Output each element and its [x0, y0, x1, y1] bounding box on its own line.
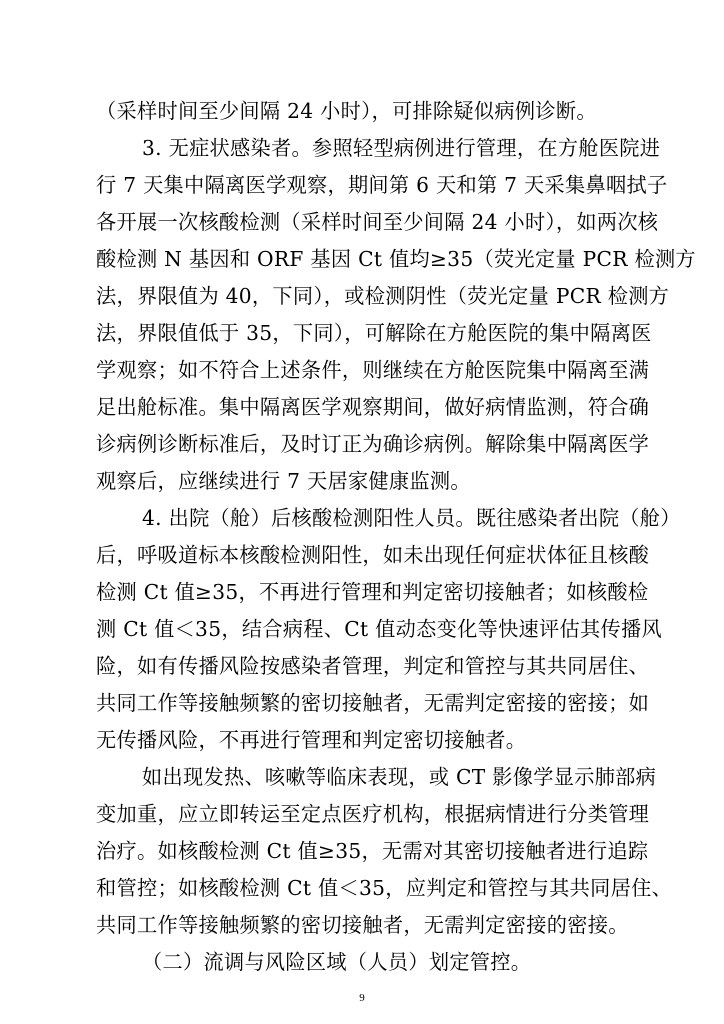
text-line: 共同工作等接触频繁的密切接触者，无需判定密接的密接；如: [96, 691, 650, 715]
text-line: 治疗。如核酸检测 Ct 值≥35，无需对其密切接触者进行追踪: [96, 839, 649, 863]
text-line: 诊病例诊断标准后，及时订正为确诊病例。解除集中隔离医学: [96, 432, 650, 456]
text-line: 各开展一次核酸检测（采样时间至少间隔 24 小时），如两次核: [96, 210, 659, 234]
text-line: 共同工作等接触频繁的密切接触者，无需判定密接的密接。: [96, 913, 629, 937]
page-number: 9: [359, 992, 365, 1004]
text-line: 和管控；如核酸检测 Ct 值＜35，应判定和管控与其共同居住、: [96, 876, 673, 900]
text-line: 如出现发热、咳嗽等临床表现，或 CT 影像学显示肺部病: [142, 765, 657, 789]
text-line: 检测 Ct 值≥35，不再进行管理和判定密切接触者；如核酸检: [96, 580, 649, 604]
text-line: 法，界限值低于 35，下同），可解除在方舱医院的集中隔离医: [96, 321, 652, 345]
text-line: 学观察；如不符合上述条件，则继续在方舱医院集中隔离至满: [96, 358, 650, 382]
text-line: 法，界限值为 40，下同），或检测阴性（荧光定量 PCR 检测方: [96, 284, 670, 308]
text-line: 酸检测 N 基因和 ORF 基因 Ct 值均≥35（荧光定量 PCR 检测方: [96, 247, 696, 271]
text-line: 足出舱标准。集中隔离医学观察期间，做好病情监测，符合确: [96, 395, 650, 419]
text-line: （采样时间至少间隔 24 小时），可排除疑似病例诊断。: [96, 99, 597, 123]
text-line: 无传播风险，不再进行管理和判定密切接触者。: [96, 728, 527, 752]
text-line: 险，如有传播风险按感染者管理，判定和管控与其共同居住、: [96, 654, 650, 678]
text-line: 变加重，应立即转运至定点医疗机构，根据病情进行分类管理: [96, 802, 650, 826]
text-line: 观察后，应继续进行 7 天居家健康监测。: [96, 469, 471, 493]
text-line: 4. 出院（舱）后核酸检测阳性人员。既往感染者出院（舱）: [142, 506, 681, 530]
text-line: 后，呼吸道标本核酸检测阳性，如未出现任何症状体征且核酸: [96, 543, 650, 567]
text-line: 3. 无症状感染者。参照轻型病例进行管理，在方舱医院进: [142, 136, 661, 160]
text-line: 行 7 天集中隔离医学观察，期间第 6 天和第 7 天采集鼻咽拭子: [96, 173, 668, 197]
section-heading: （二）流调与风险区域（人员）划定管控。: [142, 950, 532, 974]
text-line: 测 Ct 值＜35，结合病程、Ct 值动态变化等快速评估其传播风: [96, 617, 662, 641]
